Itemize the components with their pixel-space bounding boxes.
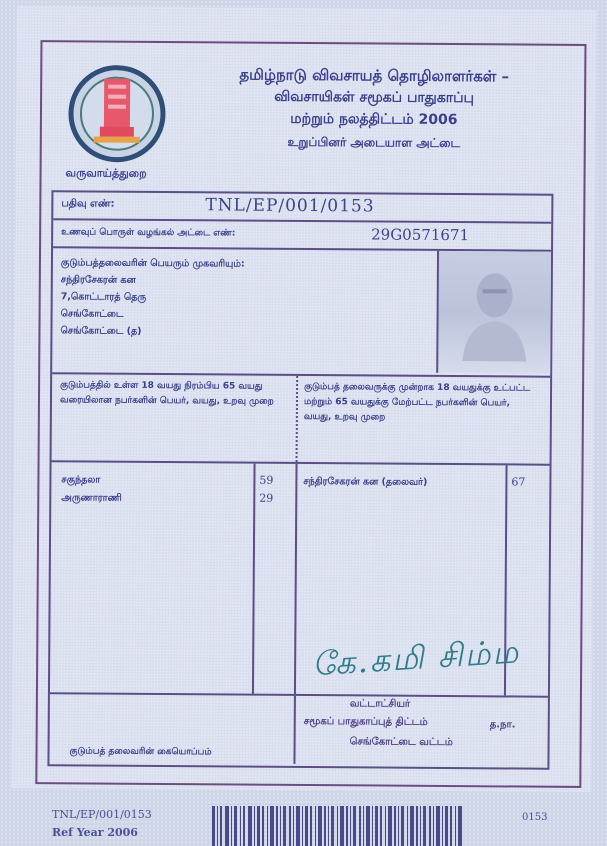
title-line-3: மற்றும் நலத்திட்டம் 2006 — [290, 110, 458, 129]
head-signature-label: குடும்பத் தலைவரின் கையொப்பம் — [69, 746, 212, 758]
card-title — [184, 63, 565, 154]
footer-reference-year: Ref Year 2006 — [52, 826, 138, 839]
member-photo — [436, 251, 551, 374]
state-emblem-icon — [64, 64, 171, 163]
member-name: சந்திரசேகரன் கன (தலைவர்) — [303, 475, 428, 488]
stamp-office: சமூகப் பாதுகாப்புத் திட்டம் — [303, 716, 428, 728]
registration-label: பதிவு எண்: — [61, 198, 115, 210]
column-divider — [294, 464, 298, 694]
rule-text-left: குடும்பத்தில் உள்ள 18 வயது நிரம்பிய 65 வயது வரையிலான நபர்களின் பெயர், வயது, உறவு முறை — [59, 380, 274, 407]
address-line: செங்கோட்டை — [60, 308, 124, 320]
barcode-icon — [212, 806, 464, 846]
footer-registration-id: TNL/EP/001/0153 — [52, 808, 152, 821]
member-name: சகுந்தலா — [61, 474, 101, 486]
ration-card-number: 29G0571671 — [371, 225, 470, 245]
address-block — [60, 254, 431, 342]
member-age: 59 — [259, 473, 274, 487]
address-line: சந்திரசேகரன் கன — [60, 274, 136, 286]
rule-text-right: குடும்பத் தலைவருக்கு முன்றாக 18 வயதுக்கு உட்பட்ட மற்றும் 65 வயதுக்கு மேற்பட்ட நபர்களின் பெயர், வயது, உறவு முறை — [303, 382, 531, 423]
address-line: செங்கோட்டை (த) — [60, 325, 142, 337]
title-line-4: உறுப்பினர் அடையாள அட்டை — [287, 134, 461, 151]
member-age: 29 — [259, 491, 274, 505]
department-label: வருவாய்த்துறை — [65, 166, 147, 180]
address-line: 7,கொட்டாரத் தெரு — [60, 291, 147, 303]
person-photo-icon — [458, 261, 531, 362]
official-signature: கே.கமி சிம்ம — [311, 632, 522, 684]
title-line-1: தமிழ்நாடு விவசாயத் தொழிலாளர்கள் – — [239, 65, 510, 86]
stamp-taluk: செங்கோட்டை வட்டம் — [349, 736, 453, 749]
address-heading: குடும்பத்தலைவரின் பெயரும் முகவரியும்: — [60, 257, 245, 270]
title-line-2: விவசாயிகள் சமூகப் பாதுகாப்பு — [274, 88, 475, 107]
ration-card-label: உணவுப் பொருள் வழங்கல் அட்டை எண்: — [61, 227, 236, 239]
members-rules-row — [52, 374, 551, 465]
signature-area — [49, 632, 547, 765]
registration-row — [53, 192, 551, 223]
column-divider — [293, 696, 295, 764]
details-table — [47, 190, 553, 769]
member-age: 67 — [511, 475, 526, 489]
stamp-title: வட்டாட்சியர் — [349, 698, 411, 710]
registration-number: TNL/EP/001/0153 — [205, 195, 375, 217]
stamp-place-suffix: த.நா. — [489, 719, 516, 731]
member-name: அருணாராணி — [61, 492, 122, 504]
footer-serial-number: 0153 — [522, 812, 548, 823]
ration-card-row — [53, 220, 551, 251]
age-column-line — [252, 464, 256, 694]
address-row — [52, 248, 551, 377]
column-divider — [296, 376, 299, 462]
identity-card — [11, 6, 596, 792]
